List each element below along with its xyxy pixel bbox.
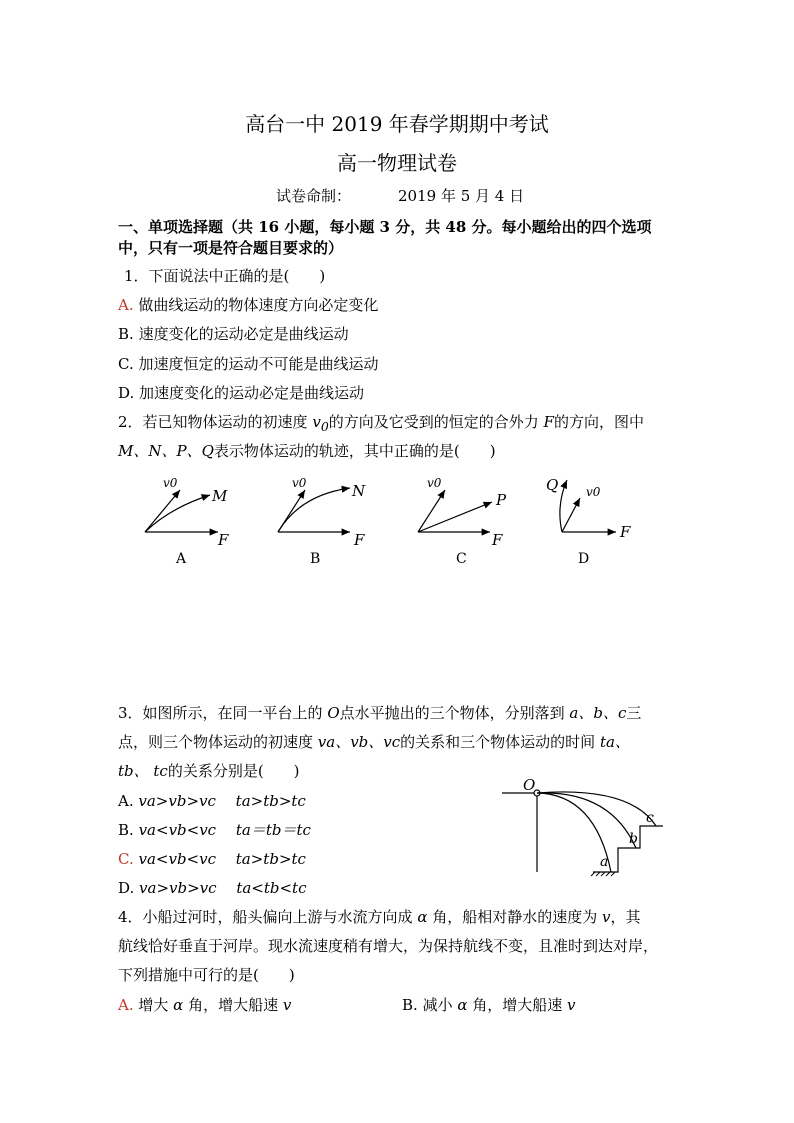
q1-option-b-text: 速度变化的运动必定是曲线运动: [138, 325, 349, 343]
q3-option-a-letter: A.: [118, 792, 134, 810]
q3-text-c: 三: [626, 704, 642, 722]
diagram-b-force: F: [354, 531, 365, 549]
q3-times-bc: tb、 tc: [118, 762, 168, 780]
q4-option-b-alpha: α: [457, 996, 468, 1014]
q2-text-c: 的方向，图中: [553, 413, 644, 431]
q3-option-c-text: va<vb<vc ta>tb>tc: [138, 850, 306, 868]
q2-text: 2．若已知物体运动的初速度: [118, 413, 313, 431]
q3-text-f: 的关系分别是( ): [167, 762, 300, 780]
q4-text-a: 4．小船过河时，船头偏向上游与水流方向成: [118, 908, 418, 926]
q3-option-b: [118, 819, 311, 840]
diagram-b-v0: v0: [292, 476, 307, 490]
q3-text-a: 3．如图所示，在同一平台上的: [118, 704, 328, 722]
q1-option-a-text: 做曲线运动的物体速度方向必定变化: [138, 296, 379, 314]
q3-text-d: 点，则三个物体运动的初速度: [118, 733, 318, 751]
q1-option-b: [118, 323, 349, 344]
q2-text-d: 表示物体运动的轨迹，其中正确的是( ): [213, 442, 496, 460]
q3-velocities: va、vb、vc: [317, 733, 401, 751]
q3-figure-a: a: [600, 854, 609, 870]
q4-v: v: [602, 908, 611, 926]
diagram-b-curve-label: N: [352, 482, 366, 500]
q4-alpha: α: [417, 908, 428, 926]
q4-option-b-mid: 角，增大船速: [467, 996, 568, 1014]
q3-time-a: ta、: [599, 733, 630, 751]
diagram-b: [278, 476, 366, 567]
diagram-a-curve-label: M: [212, 487, 228, 505]
q4-option-a: [118, 994, 291, 1015]
q2-trajectory-diagrams: [130, 470, 660, 570]
q3-option-b-letter: B.: [118, 821, 134, 839]
q4-option-a-alpha: α: [173, 996, 184, 1014]
q4-option-a-pre: 增大: [138, 996, 174, 1014]
q3-option-a-text: va>vb>vc ta>tb>tc: [138, 792, 306, 810]
q3-option-d-text: va>vb>vc ta<tb<tc: [139, 879, 307, 897]
q4-stem-line2: 航线恰好垂直于河岸。现水流速度稍有增大，为保持航线不变，且准时到达对岸，: [118, 937, 659, 955]
q3-figure-c: c: [646, 810, 654, 826]
q2-text-b: 的方向及它受到的恒定的合外力: [328, 413, 544, 431]
q1-option-c-text: 加速度恒定的运动不可能是曲线运动: [138, 355, 379, 373]
q3-option-c: [118, 848, 306, 869]
q1-option-c: [118, 353, 379, 374]
q3-projectile-figure: [500, 772, 670, 877]
q1-option-c-letter: C.: [118, 355, 134, 373]
q3-point-o: O: [327, 704, 340, 722]
diagram-c-force: F: [492, 531, 503, 549]
q4-option-a-v: v: [282, 996, 292, 1014]
q3-text-e: 的关系和三个物体运动的时间: [400, 733, 600, 751]
q4-stem-line3: 下列措施中可行的是( ): [118, 966, 295, 984]
exam-date: 2019 年 5 月 4 日: [398, 187, 525, 205]
q4-option-b: [402, 994, 576, 1015]
diagram-d-curve-label: Q: [546, 476, 559, 494]
diagram-d-v0: v0: [586, 485, 601, 499]
q2-v0: [312, 413, 329, 434]
q4-stem-line1: [118, 906, 641, 927]
q2-v0-subscript: 0: [320, 419, 329, 434]
q1-option-d: [118, 382, 364, 403]
diagram-c-v0: v0: [427, 476, 442, 490]
q4-text-b: 角，船相对静水的速度为: [427, 908, 603, 926]
exam-title: 高台一中 2019 年春学期期中考试: [245, 112, 549, 136]
q3-figure-b: b: [629, 831, 638, 847]
section-heading: 一、单项选择题（共 16 小题，每小题 3 分，共 48 分。每小题给出的四个选项: [118, 218, 652, 236]
q1-option-a: [118, 294, 378, 315]
q3-stem-line2: [118, 731, 630, 752]
q4-text-c: ，其: [610, 908, 641, 926]
diagram-c: [418, 476, 507, 567]
q1-option-d-letter: D.: [118, 384, 135, 402]
diagram-b-caption: B: [310, 551, 321, 567]
q3-points-abc: a、b、c: [569, 704, 627, 722]
q3-option-d: [118, 877, 307, 898]
q1-option-b-letter: B.: [118, 325, 134, 343]
section-heading-cont: 中，只有一项是符合题目要求的）: [118, 239, 344, 257]
q4-option-b-letter: B.: [402, 996, 418, 1014]
q3-text-b: 点水平抛出的三个物体，分别落到: [339, 704, 570, 722]
paper-subtitle: 高一物理试卷: [337, 151, 457, 175]
q4-option-a-mid: 角，增大船速: [183, 996, 283, 1014]
diagram-d-force: F: [620, 523, 631, 541]
q3-figure-o: O: [523, 776, 536, 794]
q3-option-c-letter: C.: [118, 850, 134, 868]
q2-force-symbol: F: [543, 413, 554, 431]
q3-stem-line3: [118, 760, 300, 781]
author-label: 试卷命制：: [276, 187, 352, 205]
diagram-d-caption: D: [578, 551, 590, 567]
diagram-d: [546, 476, 631, 567]
q2-stem-line2: [118, 440, 496, 461]
q2-stem-line1: [118, 411, 644, 434]
q3-option-d-letter: D.: [118, 879, 135, 897]
diagram-a: [145, 476, 229, 567]
q3-stem-line1: [118, 702, 641, 723]
q4-option-a-letter: A.: [118, 996, 134, 1014]
q3-option-a: [118, 790, 306, 811]
q1-option-d-text: 加速度变化的运动必定是曲线运动: [139, 384, 365, 402]
q1-stem: 1．下面说法中正确的是( ): [124, 267, 326, 285]
q3-option-b-text: va<vb<vc ta＝tb＝tc: [138, 821, 311, 839]
q2-v0-symbol: v: [312, 413, 321, 431]
q4-option-b-pre: 减小: [422, 996, 458, 1014]
diagram-a-v0: v0: [163, 476, 178, 490]
diagram-c-caption: C: [456, 551, 467, 567]
diagram-c-curve-label: P: [496, 491, 507, 509]
diagram-a-caption: A: [176, 551, 187, 567]
q1-option-a-letter: A.: [118, 296, 134, 314]
q2-curve-names: M、N、P、Q: [118, 442, 214, 460]
q4-option-b-v: v: [567, 996, 576, 1014]
diagram-a-force: F: [218, 531, 229, 549]
